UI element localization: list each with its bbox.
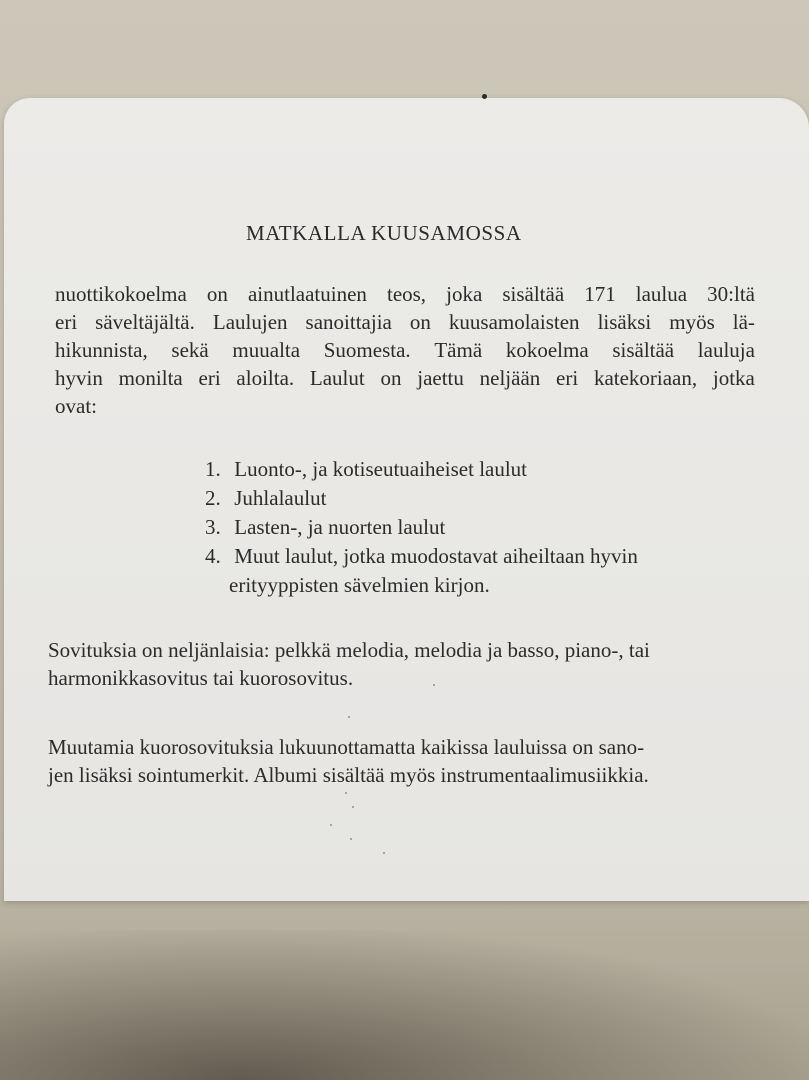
intro-line: hyvin monilta eri aloilta. Laulut on jaettu neljään eri katekoriaan, jotka: [55, 366, 755, 390]
list-text: Luonto-, ja kotiseutuaiheiset laulut: [234, 457, 528, 481]
document-title: MATKALLA KUUSAMOSSA: [246, 221, 522, 245]
list-number: 4.: [205, 544, 221, 568]
list-item: [205, 542, 638, 571]
arrangements-paragraph: [48, 636, 650, 692]
paper-speck: [383, 852, 385, 854]
paper-speck: [350, 838, 352, 840]
intro-line: eri säveltäjältä. Laulujen sanoittajia on kuusamolaisten lisäksi myös lä-: [55, 310, 755, 334]
closing-line: Muutamia kuorosovituksia lukuunottamatta kaikissa lauluissa on sano-: [48, 735, 645, 759]
list-text: Muut laulut, jotka muodostavat aiheiltaan hyvin: [234, 544, 638, 568]
intro-line: nuottikokoelma on ainutlaatuinen teos, joka sisältää 171 laulua 30:ltä: [55, 282, 755, 306]
table-shadow: [0, 930, 809, 1080]
intro-line: ovat:: [55, 394, 97, 418]
paper-speck: [433, 684, 435, 686]
paper-speck: [330, 824, 332, 826]
list-text: Lasten-, ja nuorten laulut: [234, 515, 446, 539]
paper-speck: [352, 806, 354, 808]
list-number: 1.: [205, 457, 221, 481]
pin-hole: [482, 94, 487, 99]
intro-paragraph: [55, 280, 755, 420]
closing-paragraph: [48, 733, 649, 789]
list-number: 3.: [205, 515, 221, 539]
list-item-continuation: [205, 571, 638, 600]
list-number: 2.: [205, 486, 221, 510]
list-text: erityyppisten sävelmien kirjon.: [229, 573, 490, 597]
paper-speck: [345, 792, 347, 794]
arrangements-line: harmonikkasovitus tai kuorosovitus.: [48, 666, 354, 690]
closing-line: jen lisäksi sointumerkit. Albumi sisältää myös instrumentaalimusiikkia.: [48, 763, 649, 787]
list-item: [205, 455, 638, 484]
arrangements-line: Sovituksia on neljänlaisia: pelkkä melodia, melodia ja basso, piano-, tai: [48, 638, 650, 662]
paper-speck: [348, 716, 350, 718]
list-text: Juhlalaulut: [234, 486, 327, 510]
intro-line: hikunnista, sekä muualta Suomesta. Tämä kokoelma sisältää lauluja: [55, 338, 755, 362]
category-list: [205, 455, 638, 600]
list-item: [205, 484, 638, 513]
list-item: [205, 513, 638, 542]
